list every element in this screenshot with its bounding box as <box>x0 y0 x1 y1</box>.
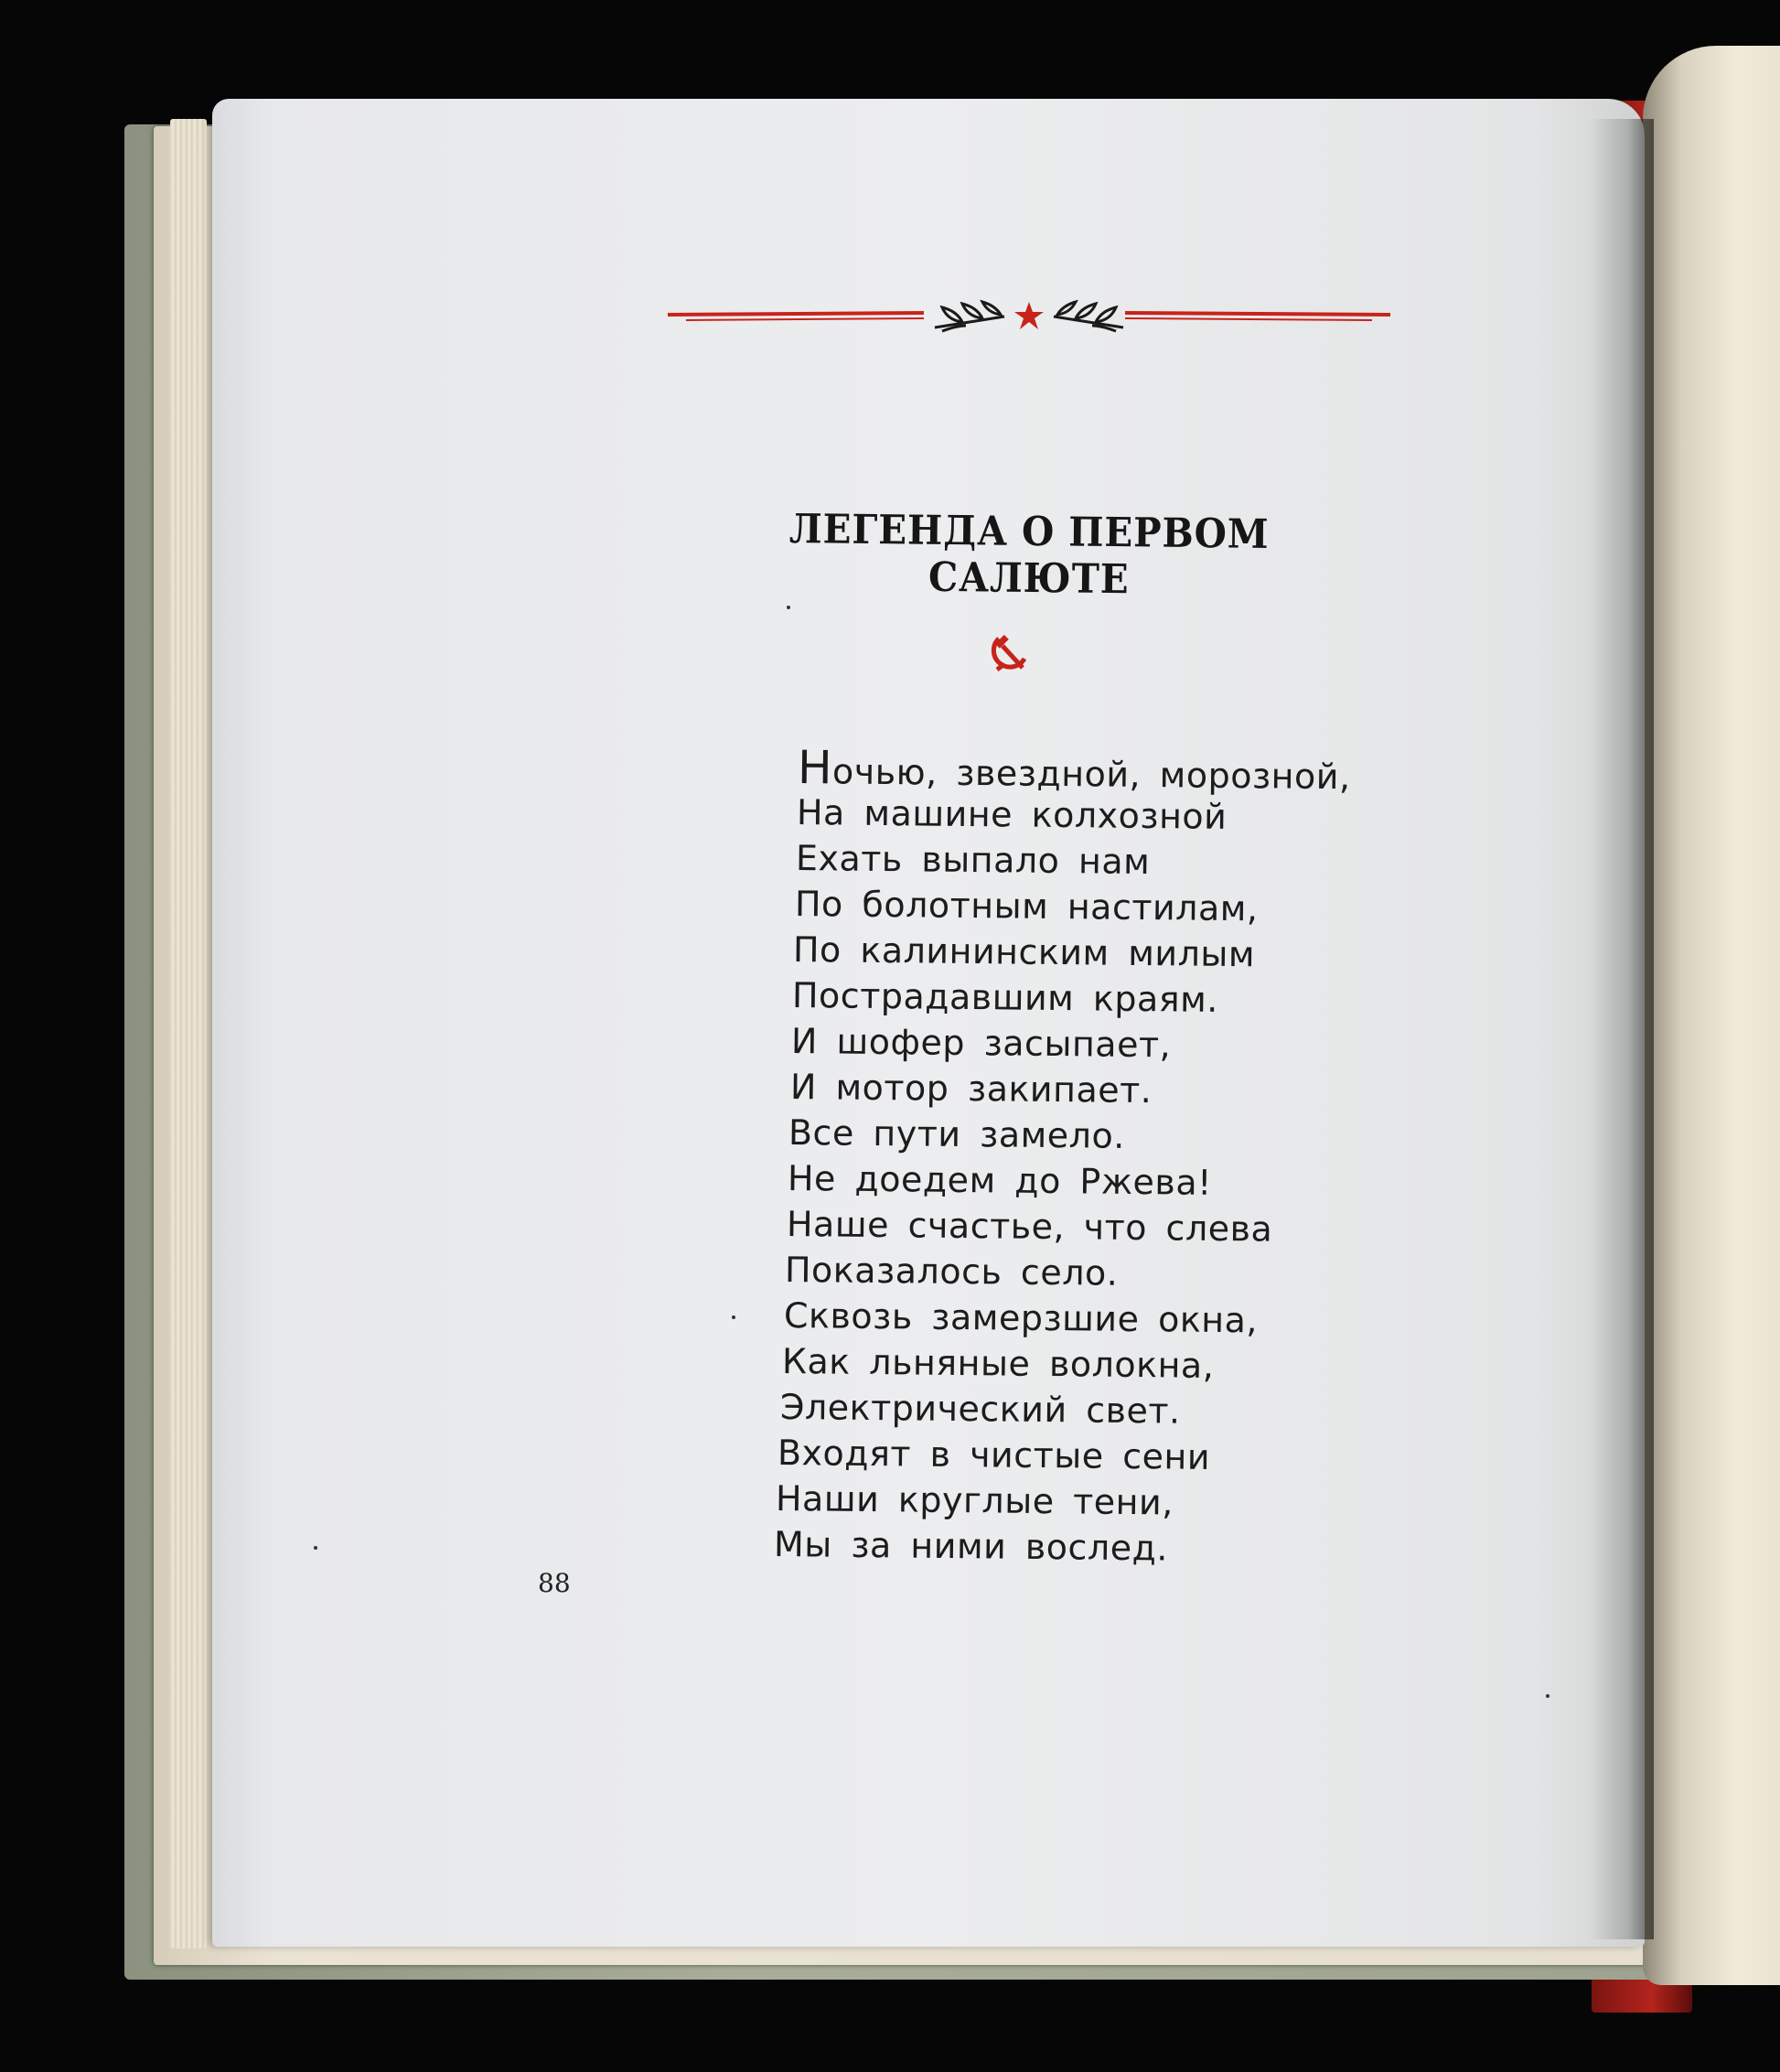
poem-line: Электрический свет. <box>779 1387 1181 1432</box>
poem-line: Мы за ними вослед. <box>773 1524 1169 1569</box>
poem-line: Не доедем до Ржева! <box>787 1158 1213 1203</box>
poem-line: Входят в чистые сени <box>777 1433 1211 1477</box>
poem-line: И шофер засыпает, <box>790 1021 1172 1066</box>
page-stack-edge <box>170 119 207 1949</box>
paper-speck <box>732 1315 735 1319</box>
paper-speck <box>787 606 790 609</box>
wreath-star-ornament-icon <box>668 295 1390 337</box>
poem-line: Наше счастье, что слева <box>786 1204 1273 1250</box>
poem-line: И мотор закипает. <box>789 1067 1153 1111</box>
paper-speck <box>1546 1694 1549 1698</box>
facing-page <box>1643 46 1780 1985</box>
poem-line: На машине колхозной <box>796 792 1228 837</box>
poem-line: Ночью, звездной, морозной, <box>797 741 1351 798</box>
poem-line: Наши круглые тени, <box>775 1478 1174 1523</box>
poem-line: Как льняные волокна, <box>781 1341 1215 1386</box>
hammer-and-sickle-icon <box>988 631 1032 675</box>
paper-speck <box>314 1546 317 1550</box>
poem-line: Показалось село. <box>784 1250 1119 1294</box>
poem-line: По болотным настилам, <box>794 884 1259 929</box>
page-number: 88 <box>538 1568 571 1598</box>
poem-line: Все пути замело. <box>788 1112 1126 1156</box>
poem-line: Ехать выпало нам <box>795 838 1151 883</box>
poem-line: Пострадавшим краям. <box>791 975 1219 1020</box>
poem-line: По калининским милым <box>792 929 1256 975</box>
poem-title: ЛЕГЕНДА О ПЕРВОМ САЛЮТЕ <box>788 506 1270 604</box>
poem-line: Сквозь замерзшие окна, <box>783 1295 1259 1341</box>
book-page <box>212 99 1645 1947</box>
